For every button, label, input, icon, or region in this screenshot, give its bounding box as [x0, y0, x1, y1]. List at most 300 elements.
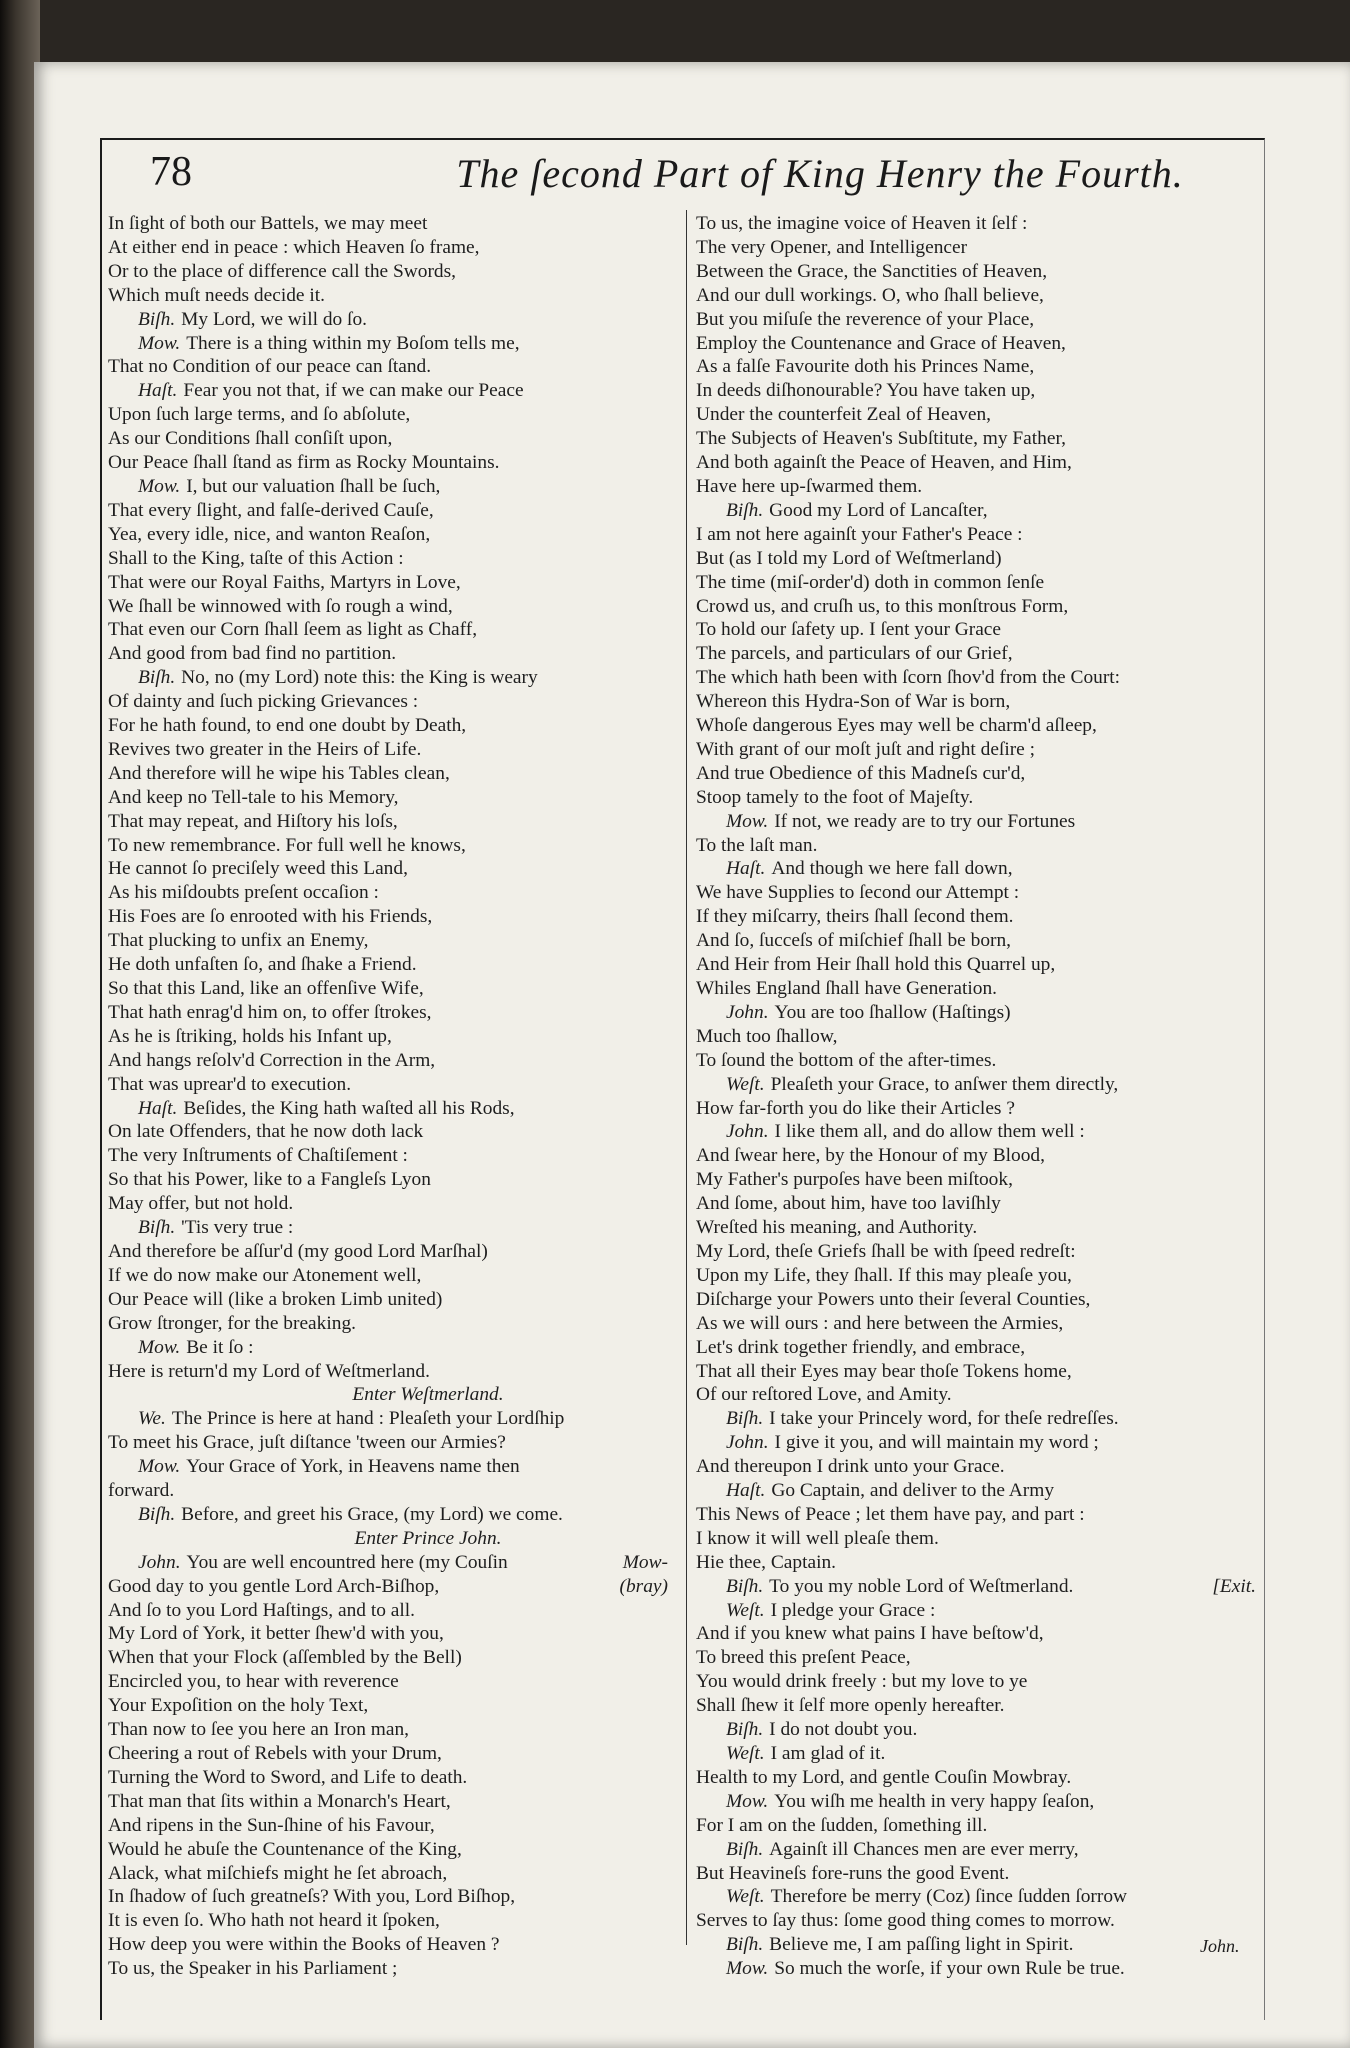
verse-text: To the laſt man. [696, 834, 818, 856]
verse-text: Hie thee, Captain. [696, 1551, 836, 1573]
verse-text: If we do now make our Atonement well, [108, 1264, 422, 1286]
verse-text: Crowd us, and cruſh us, to this monſtrous Form, [696, 595, 1069, 617]
verse-text: And though we here fall down, [771, 858, 1013, 880]
text-line [108, 1622, 668, 1646]
text-line [696, 1646, 1256, 1670]
text-line [696, 1766, 1256, 1790]
text-line [108, 977, 668, 1001]
verse-text: The time (miſ-order'd) doth in common ſenſe [696, 571, 1045, 593]
speaker-label: Biſh. [138, 667, 176, 689]
verse-text: Our Peace ſhall ſtand as firm as Rocky Mountains. [108, 452, 500, 474]
verse-text: Whiles England ſhall have Generation. [696, 978, 997, 999]
verse-text: But you miſuſe the reverence of your Place, [696, 308, 1035, 330]
verse-text: For I am on the ſudden, ſomething ill. [696, 1814, 988, 1836]
text-line [696, 762, 1256, 786]
verse-text: You are too ſhallow (Haſtings) [774, 1001, 1011, 1023]
text-line [108, 762, 668, 786]
verse-text: Your Grace of York, in Heavens name then [186, 1456, 520, 1478]
verse-text: To you my noble Lord of Weſtmerland. [769, 1575, 1074, 1597]
text-line [108, 618, 668, 642]
verse-text: He cannot ſo preciſely weed this Land, [108, 858, 408, 880]
verse-text: Turning the Word to Sword, and Life to death. [108, 1766, 468, 1788]
verse-text: My Lord, we will do ſo. [181, 308, 367, 330]
speaker-label: Mow. [138, 475, 181, 497]
text-line [696, 475, 1256, 499]
text-line [696, 953, 1256, 977]
text-line [108, 690, 668, 714]
text-line [108, 1455, 668, 1479]
text-line [696, 379, 1256, 403]
verse-text: His Foes are ſo enrooted with his Friends, [108, 906, 433, 928]
text-line [696, 1120, 1256, 1144]
text-line [696, 1885, 1256, 1909]
verse-text: Whoſe dangerous Eyes may well be charm'd aſleep, [696, 715, 1097, 737]
text-line [108, 1479, 668, 1503]
text-line [696, 1790, 1256, 1814]
verse-text: To us, the imagine voice of Heaven it ſelf : [696, 213, 1028, 234]
text-line [696, 1025, 1256, 1049]
verse-text: This News of Peace ; let them have pay, and part : [696, 1503, 1085, 1525]
verse-text: I know it will well pleaſe them. [696, 1527, 939, 1549]
text-line [696, 308, 1256, 332]
verse-text: To ſound the bottom of the after-times. [696, 1049, 997, 1071]
verse-text: Cheering a rout of Rebels with your Drum, [108, 1743, 442, 1764]
verse-text: Your Expoſition on the holy Text, [108, 1695, 369, 1717]
text-line [696, 212, 1256, 236]
text-line [696, 1575, 1256, 1599]
verse-text: That hath enrag'd him on, to offer ſtrokes, [108, 1001, 432, 1023]
text-line [696, 929, 1256, 953]
column-divider [686, 210, 687, 1945]
text-line [108, 1814, 668, 1838]
text-line [108, 905, 668, 929]
verse-text: Whereon this Hydra-Son of War is born, [696, 691, 1011, 713]
verse-text: That was uprear'd to execution. [108, 1073, 352, 1095]
text-line [108, 547, 668, 571]
text-line [696, 857, 1256, 881]
text-line [696, 499, 1256, 523]
verse-text: To meet his Grace, juſt diſtance 'tween our Armies? [108, 1432, 506, 1454]
text-line [696, 1264, 1256, 1288]
marginal-speaker-note: (bray) [619, 1575, 668, 1597]
verse-text: Health to my Lord, and gentle Couſin Mowbray. [696, 1766, 1072, 1788]
text-line [696, 355, 1256, 379]
text-line [696, 1073, 1256, 1097]
verse-text: Have here up-ſwarmed them. [696, 475, 923, 497]
text-line [108, 1001, 668, 1025]
verse-text: And therefore be aſſur'd (my good Lord Marſhal) [108, 1240, 488, 1262]
speaker-label: John. [726, 1001, 769, 1023]
text-line [108, 1933, 668, 1957]
text-line [108, 953, 668, 977]
verse-text: No, no (my Lord) note this: the King is weary [181, 667, 538, 689]
verse-text: The Subjects of Heaven's Subſtitute, my Father, [696, 428, 1066, 450]
verse-text: Much too ſhallow, [696, 1025, 838, 1047]
verse-text: That no Condition of our peace can ſtand. [108, 356, 432, 378]
text-line [108, 1264, 668, 1288]
text-line [108, 1790, 668, 1814]
verse-text: Of our reſtored Love, and Amity. [696, 1384, 952, 1406]
speaker-label: Haſt. [138, 1097, 178, 1119]
speaker-label: Mow. [726, 1958, 769, 1980]
text-line [696, 1168, 1256, 1192]
verse-text: But (as I told my Lord of Weſtmerland) [696, 547, 1002, 569]
verse-text: I take your Princely word, for theſe redreſſes. [769, 1408, 1119, 1430]
verse-text: Good my Lord of Lancaſter, [769, 499, 988, 521]
speaker-label: Biſh. [726, 1719, 764, 1741]
text-line [108, 1575, 668, 1599]
verse-text: The very Opener, and Intelligencer [696, 236, 968, 258]
speaker-label: Mow. [726, 1790, 769, 1812]
verse-text: I do not doubt you. [769, 1719, 918, 1741]
verse-text: And keep no Tell-tale to his Memory, [108, 786, 399, 808]
verse-text: So that this Land, like an offenſive Wife, [108, 978, 424, 999]
verse-text: How far-forth you do like their Articles ? [696, 1097, 1015, 1119]
verse-text: It is even ſo. Who hath not heard it ſpoken, [108, 1910, 440, 1932]
verse-text: So much the worſe, if your own Rule be true. [774, 1958, 1125, 1980]
speaker-label: Biſh. [726, 1838, 764, 1860]
verse-text: And hangs reſolv'd Correction in the Arm, [108, 1049, 436, 1071]
text-line [108, 1838, 668, 1862]
text-line [696, 284, 1256, 308]
speaker-label: Weſt. [726, 1743, 765, 1764]
verse-text: Upon ſuch large terms, and ſo abſolute, [108, 404, 411, 426]
text-line [108, 236, 668, 260]
verse-text: My Lord, theſe Griefs ſhall be with ſpeed redreſt: [696, 1240, 1076, 1262]
speaker-label: Weſt. [726, 1073, 765, 1095]
text-line [696, 1049, 1256, 1073]
text-line [696, 1001, 1256, 1025]
verse-text: And our dull workings. O, who ſhall believe, [696, 284, 1044, 306]
speaker-label: Biſh. [726, 499, 764, 521]
text-line [696, 905, 1256, 929]
text-line [108, 1312, 668, 1336]
verse-text: I like them all, and do allow them well : [774, 1121, 1085, 1143]
verse-text: Employ the Countenance and Grace of Heaven, [696, 332, 1066, 354]
text-line [696, 1622, 1256, 1646]
verse-text: There is a thing within my Boſom tells me, [186, 332, 520, 354]
verse-text: As his miſdoubts preſent occaſion : [108, 882, 379, 904]
verse-text: If not, we ready are to try our Fortunes [774, 810, 1076, 832]
text-line [108, 1718, 668, 1742]
verse-text: And ſo to you Lord Haſtings, and to all. [108, 1599, 415, 1621]
text-line [696, 834, 1256, 858]
text-line [108, 1957, 668, 1981]
speaker-label: Weſt. [726, 1599, 765, 1621]
verse-text: Alack, what miſchiefs might he ſet abroach, [108, 1862, 448, 1884]
text-line [108, 666, 668, 690]
text-line [108, 1862, 668, 1886]
text-line [696, 1097, 1256, 1121]
text-line [108, 1144, 668, 1168]
text-line [108, 1025, 668, 1049]
verse-text: Our Peace will (like a broken Limb united) [108, 1288, 443, 1310]
speaker-label: Mow. [138, 1456, 181, 1478]
text-line [108, 1694, 668, 1718]
text-line [108, 1431, 668, 1455]
verse-text: I pledge your Grace : [770, 1599, 936, 1621]
verse-text: That may repeat, and Hiſtory his loſs, [108, 810, 398, 832]
text-line [696, 1909, 1256, 1933]
text-line [108, 810, 668, 834]
text-line [696, 1670, 1256, 1694]
verse-text: Before, and greet his Grace, (my Lord) we come. [181, 1503, 563, 1525]
text-line [696, 1192, 1256, 1216]
verse-text: To hold our ſafety up. I ſent your Grace [696, 619, 1002, 641]
text-line [108, 1551, 668, 1575]
verse-text: As he is ſtriking, holds his Infant up, [108, 1025, 392, 1047]
text-line [108, 1407, 668, 1431]
text-line [108, 1336, 668, 1360]
text-line [696, 1862, 1256, 1886]
speaker-label: Biſh. [726, 1408, 764, 1430]
text-line [696, 1742, 1256, 1766]
text-line [696, 1288, 1256, 1312]
text-line [108, 595, 668, 619]
verse-text: And ripens in the Sun-ſhine of his Favour, [108, 1814, 435, 1836]
text-line [108, 1885, 668, 1909]
text-line [696, 571, 1256, 595]
text-line [108, 332, 668, 356]
verse-text: That plucking to unfix an Enemy, [108, 930, 369, 952]
verse-text: In deeds diſhonourable? You have taken up, [696, 380, 1036, 402]
text-line [696, 403, 1256, 427]
marginal-speaker-note: Mow- [622, 1551, 668, 1573]
text-line [696, 1383, 1256, 1407]
speaker-label: Haſt. [138, 380, 178, 402]
speaker-label: Biſh. [726, 1934, 764, 1956]
speaker-label: John. [138, 1551, 181, 1573]
verse-text: At either end in peace : which Heaven ſo frame, [108, 236, 480, 258]
text-line [696, 881, 1256, 905]
text-line [108, 1192, 668, 1216]
text-line [108, 379, 668, 403]
text-line [696, 977, 1256, 1001]
verse-text: And both againſt the Peace of Heaven, and Him, [696, 452, 1072, 474]
text-line [696, 1455, 1256, 1479]
verse-text: Would he abuſe the Countenance of the King, [108, 1838, 462, 1860]
text-line [696, 618, 1256, 642]
verse-text: Which muſt needs decide it. [108, 284, 325, 306]
verse-text: And thereupon I drink unto your Grace. [696, 1456, 1005, 1478]
speaker-label: Mow. [726, 810, 769, 832]
speaker-label: Biſh. [138, 308, 176, 330]
verse-text: And if you knew what pains I have beſtow'd, [696, 1623, 1044, 1645]
verse-text: And ſome, about him, have too laviſhly [696, 1193, 1001, 1215]
verse-text: Let's drink together friendly, and embrace, [696, 1336, 1026, 1358]
text-line [108, 1742, 668, 1766]
verse-text: That were our Royal Faiths, Martyrs in Love, [108, 571, 461, 593]
verse-text: Than now to ſee you here an Iron man, [108, 1719, 409, 1741]
speaker-label: Haſt. [726, 1480, 766, 1502]
text-line [108, 1240, 668, 1264]
speaker-label: John. [726, 1121, 769, 1143]
text-line [696, 690, 1256, 714]
text-line [696, 1240, 1256, 1264]
text-line [108, 1670, 668, 1694]
verse-text: Therefore be merry (Coz) ſince ſudden ſorrow [770, 1886, 1128, 1908]
text-line [108, 571, 668, 595]
text-line [108, 857, 668, 881]
verse-text: Fear you not that, if we can make our Peace [183, 380, 524, 402]
verse-text: And good from bad find no partition. [108, 643, 397, 665]
text-line [108, 1383, 668, 1407]
verse-text: We ſhall be winnowed with ſo rough a wind, [108, 595, 453, 617]
stage-direction: Enter Prince John. [354, 1527, 502, 1549]
verse-text: We have Supplies to ſecond our Attempt : [696, 882, 1020, 904]
text-line [108, 1599, 668, 1623]
text-line [108, 1527, 668, 1551]
verse-text: You are well encountred here (my Couſin [186, 1551, 508, 1573]
verse-text: Encircled you, to hear with reverence [108, 1671, 399, 1693]
verse-text: How deep you were within the Books of Heaven ? [108, 1934, 500, 1956]
verse-text: Pleaſeth your Grace, to anſwer them directly, [770, 1073, 1119, 1095]
text-line [108, 451, 668, 475]
text-line [696, 1503, 1256, 1527]
verse-text: forward. [108, 1480, 175, 1502]
verse-text: To new remembrance. For full well he knows, [108, 834, 466, 856]
verse-text: Here is return'd my Lord of Weſtmerland. [108, 1360, 430, 1382]
verse-text: For he hath found, to end one doubt by Death, [108, 715, 467, 737]
verse-text: But Heavineſs fore-runs the good Event. [696, 1862, 1010, 1884]
text-line [696, 1360, 1256, 1384]
verse-text: Upon my Life, they ſhall. If this may pleaſe you, [696, 1264, 1072, 1286]
text-line [108, 1360, 668, 1384]
text-line [108, 786, 668, 810]
text-line [696, 1336, 1256, 1360]
verse-text: The Prince is here at hand : Pleaſeth your Lordſhip [171, 1408, 565, 1430]
text-line [696, 1838, 1256, 1862]
verse-text: As our Conditions ſhall conſiſt upon, [108, 428, 393, 450]
text-line [108, 308, 668, 332]
text-line [108, 1073, 668, 1097]
text-line [696, 1479, 1256, 1503]
verse-text: Grow ſtronger, for the breaking. [108, 1312, 356, 1334]
text-line [108, 523, 668, 547]
text-line [108, 260, 668, 284]
verse-text: To breed this preſent Peace, [696, 1647, 911, 1669]
text-line [696, 714, 1256, 738]
verse-text: Of dainty and ſuch picking Grievances : [108, 691, 419, 713]
text-line [108, 475, 668, 499]
text-line [696, 1933, 1256, 1957]
text-line [696, 1312, 1256, 1336]
stage-direction: Enter Weſtmerland. [352, 1384, 504, 1406]
speaker-label: We. [138, 1408, 166, 1430]
verse-text: As we will ours : and here between the Armies, [696, 1312, 1064, 1334]
speaker-label: Weſt. [726, 1886, 765, 1908]
running-title: The ſecond Part of King Henry the Fourth. [456, 151, 1184, 196]
speaker-label: Biſh. [726, 1575, 764, 1597]
text-line [696, 1814, 1256, 1838]
text-line [108, 1766, 668, 1790]
verse-text: Under the counterfeit Zeal of Heaven, [696, 404, 992, 426]
verse-text: 'Tis very true : [181, 1217, 294, 1239]
verse-text: Wreſted his meaning, and Authority. [696, 1217, 978, 1239]
verse-text: With grant of our moſt juſt and right deſire ; [696, 738, 1036, 760]
speaker-label: Biſh. [138, 1217, 176, 1239]
text-line [696, 332, 1256, 356]
verse-text: That even our Corn ſhall ſeem as light as Chaff, [108, 619, 478, 641]
verse-text: If they miſcarry, theirs ſhall ſecond them. [696, 906, 1014, 928]
left-text-column [108, 212, 668, 1981]
text-line [108, 1909, 668, 1933]
text-line [108, 427, 668, 451]
text-line [696, 1551, 1256, 1575]
speaker-label: Mow. [138, 1336, 181, 1358]
verse-text: When that your Flock (aſſembled by the Bell) [108, 1647, 462, 1669]
text-line [108, 834, 668, 858]
speaker-label: Biſh. [138, 1503, 176, 1525]
verse-text: You wiſh me health in very happy ſeaſon, [774, 1790, 1095, 1812]
verse-text: My Lord of York, it better ſhew'd with you, [108, 1623, 444, 1645]
text-line [696, 642, 1256, 666]
verse-text: I am not here againſt your Father's Peace : [696, 523, 1023, 545]
verse-text: Againſt ill Chances men are ever merry, [769, 1838, 1079, 1860]
text-line [696, 738, 1256, 762]
verse-text: And true Obedience of this Madneſs cur'd, [696, 762, 1026, 784]
verse-text: Revives two greater in the Heirs of Life. [108, 738, 422, 760]
page-header [100, 148, 1260, 208]
text-line [108, 1097, 668, 1121]
page-number: 78 [150, 149, 192, 195]
verse-text: On late Offenders, that he now doth lack [108, 1121, 424, 1143]
verse-text: That all their Eyes may bear thoſe Tokens home, [696, 1360, 1072, 1382]
verse-text: I give it you, and will maintain my word ; [774, 1432, 1099, 1454]
verse-text: Be it ſo : [186, 1336, 254, 1358]
text-line [696, 786, 1256, 810]
verse-text: Diſcharge your Powers unto their ſeveral Counties, [696, 1288, 1091, 1310]
verse-text: The parcels, and particulars of our Grief, [696, 643, 1013, 665]
text-line [696, 810, 1256, 834]
text-line [108, 929, 668, 953]
verse-text: Serves to ſay thus: ſome good thing comes to morrow. [696, 1910, 1115, 1932]
verse-text: I am glad of it. [770, 1743, 886, 1764]
text-line [108, 642, 668, 666]
verse-text: So that his Power, like to a Fangleſs Lyon [108, 1169, 431, 1191]
text-line [108, 355, 668, 379]
text-line [696, 236, 1256, 260]
speaker-label: Haſt. [726, 858, 766, 880]
text-line [108, 403, 668, 427]
verse-text: The very Inſtruments of Chaſtiſement : [108, 1145, 408, 1167]
verse-text: In ſight of both our Battels, we may meet [108, 213, 428, 234]
text-line [696, 1527, 1256, 1551]
catchword: John. [1200, 1936, 1240, 1956]
text-line [108, 738, 668, 762]
text-line [696, 451, 1256, 475]
text-line [696, 1718, 1256, 1742]
verse-text: Stoop tamely to the foot of Majeſty. [696, 786, 974, 808]
text-line [696, 1694, 1256, 1718]
text-line [696, 427, 1256, 451]
verse-text: In ſhadow of ſuch greatneſs? With you, Lord Biſhop, [108, 1886, 516, 1908]
text-line [696, 1431, 1256, 1455]
verse-text: My Father's purpoſes have been miſtook, [696, 1169, 1013, 1191]
text-line [696, 1957, 1256, 1981]
speaker-label: John. [726, 1432, 769, 1454]
verse-text: Or to the place of difference call the Swords, [108, 260, 456, 282]
verse-text: Shall to the King, taſte of this Action : [108, 547, 404, 569]
text-line [696, 260, 1256, 284]
text-line [696, 1407, 1256, 1431]
text-line [108, 714, 668, 738]
right-text-column [696, 212, 1256, 1981]
verse-text: That every ſlight, and falſe-derived Cauſe, [108, 499, 434, 521]
text-line [696, 1144, 1256, 1168]
verse-text: And ſo, ſucceſs of miſchief ſhall be born, [696, 930, 1012, 952]
verse-text: The which hath been with ſcorn ſhov'd from the Court: [696, 667, 1121, 689]
